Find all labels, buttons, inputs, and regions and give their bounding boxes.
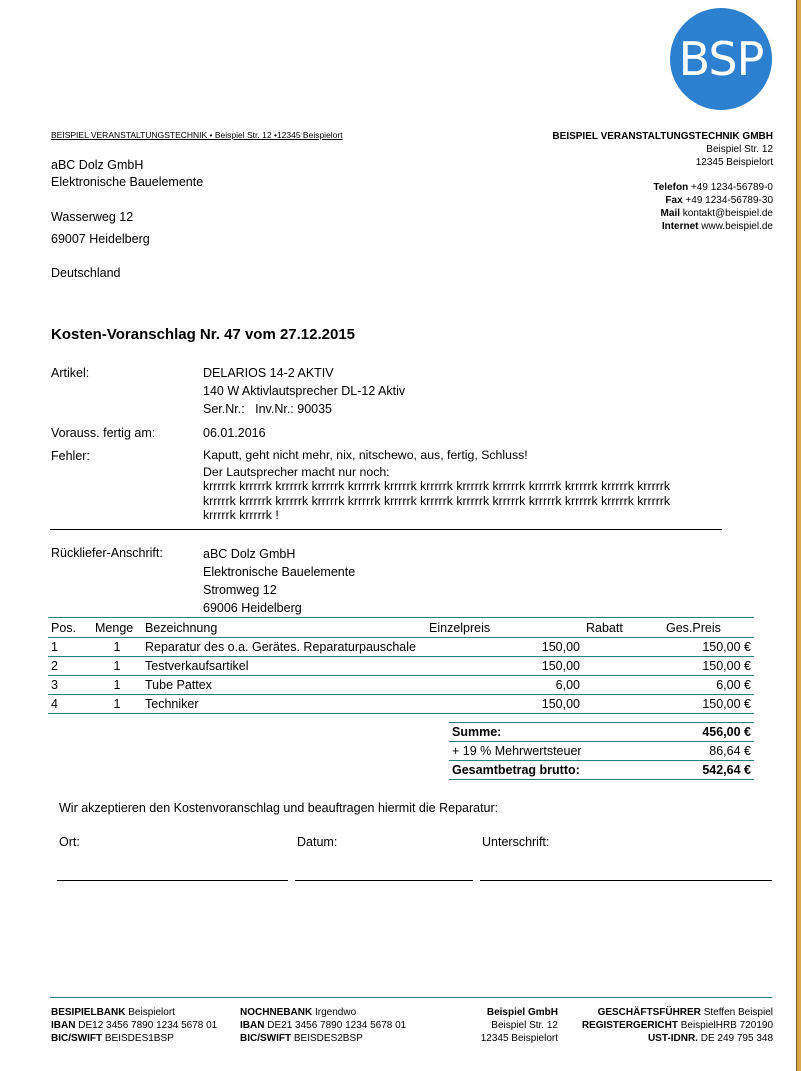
- fault-line-1: Kaputt, geht nicht mehr, nix, nitschewo, aus, fertig, Schluss!: [203, 448, 528, 462]
- return-line-1: aBC Dolz GmbH: [203, 547, 296, 561]
- fault-line-2: Der Lautsprecher macht nur noch:: [203, 464, 390, 479]
- items-table: [48, 617, 754, 714]
- ready-value: 06.01.2016: [203, 426, 266, 440]
- bank2-bic-label: BIC/SWIFT: [240, 1033, 292, 1044]
- bank1-bic-label: BIC/SWIFT: [51, 1033, 103, 1044]
- bank2-iban: DE21 3456 7890 1234 5678 01: [267, 1020, 407, 1031]
- col-pos: Pos.: [51, 620, 77, 635]
- sender-line: BEISPIEL VERANSTALTUNGSTECHNIK • Beispiel Str. 12 •12345 Beispielort: [51, 130, 343, 140]
- fault-line-5: krrrrrk krrrrrk !: [203, 508, 279, 522]
- footer-bank-2: [240, 1006, 406, 1045]
- vat-id-value: DE 249 795 348: [700, 1033, 773, 1044]
- recipient-street: Wasserweg 12: [51, 210, 134, 224]
- cell-desc: Testverkaufsartikel: [145, 659, 249, 673]
- company-street: Beispiel Str. 12: [706, 144, 773, 155]
- vat-value: 86,64 €: [709, 744, 751, 758]
- register-label: REGISTERGERICHT: [581, 1020, 678, 1031]
- mail-value: kontakt@beispiel.de: [682, 208, 773, 219]
- fault-line-3: krrrrrk krrrrrk krrrrrk krrrrrk krrrrrk krrrrrk krrrrrk krrrrrk krrrrrk krrrrrk krrrrrk krrrrrk krrrrrk: [203, 479, 671, 493]
- col-desc: Bezeichnung: [145, 620, 218, 635]
- return-line-4: 69006 Heidelberg: [203, 601, 302, 615]
- table-row: [48, 676, 754, 695]
- cell-pos: 2: [51, 659, 58, 673]
- return-line-2: Elektronische Bauelemente: [203, 565, 356, 579]
- cell-unit-price: 150,00: [541, 659, 580, 673]
- web-label: Internet: [661, 221, 699, 232]
- col-unit-price: Einzelpreis: [429, 620, 491, 635]
- recipient-city: 69007 Heidelberg: [51, 232, 150, 246]
- bank1-name: BESIPIELBANK: [51, 1007, 126, 1018]
- total-row: [449, 761, 754, 780]
- cell-total: 150,00 €: [702, 640, 751, 654]
- date-label: Datum:: [297, 835, 338, 849]
- bank2-place: Irgendwo: [315, 1007, 357, 1018]
- article-line-3: Ser.Nr.: Inv.Nr.: 90035: [203, 402, 332, 416]
- company-block: [552, 130, 773, 169]
- recipient-name: aBC Dolz GmbH: [51, 158, 144, 172]
- bank1-place: Beispielort: [128, 1007, 175, 1018]
- total-value: 542,64 €: [702, 763, 751, 777]
- cell-pos: 3: [51, 678, 58, 692]
- bank1-bic: BEISDES1BSP: [104, 1033, 174, 1044]
- bank1-iban-label: IBAN: [51, 1020, 76, 1031]
- footer-legal: [582, 1006, 773, 1045]
- footer-street: Beispiel Str. 12: [491, 1020, 558, 1031]
- cell-total: 150,00 €: [702, 659, 751, 673]
- vat-id-label: UST-IDNR.: [647, 1033, 698, 1044]
- ceo-label: GESCHÄFTSFÜHRER: [597, 1007, 701, 1018]
- cell-unit-price: 150,00: [541, 697, 580, 711]
- total-label: Gesamtbetrag brutto:: [452, 763, 580, 777]
- phone-label: Telefon: [653, 182, 689, 193]
- bank2-iban-label: IBAN: [240, 1020, 265, 1031]
- fault-label: Fehler:: [51, 449, 90, 463]
- contact-block: [653, 181, 773, 233]
- window-border: [797, 0, 801, 1071]
- cell-qty: 1: [113, 659, 121, 673]
- cell-pos: 4: [51, 697, 58, 711]
- article-details: [203, 365, 405, 418]
- bank2-name: NOCHNEBANK: [240, 1007, 313, 1018]
- footer-divider: [50, 997, 772, 998]
- col-qty: Menge: [95, 620, 134, 635]
- footer-address: [481, 1006, 558, 1045]
- cell-qty: 1: [113, 640, 121, 654]
- cell-total: 6,00 €: [716, 678, 751, 692]
- cell-unit-price: 150,00: [541, 640, 580, 654]
- ready-label: Vorauss. fertig am:: [51, 426, 156, 440]
- cell-desc: Tube Pattex: [145, 678, 212, 692]
- cell-pos: 1: [51, 640, 58, 654]
- cell-discount: [583, 638, 663, 657]
- table-header-row: [48, 618, 754, 638]
- article-label: Artikel:: [51, 366, 90, 380]
- sum-label: Summe:: [452, 725, 502, 739]
- logo-text: BSP: [678, 32, 764, 86]
- acceptance-text: Wir akzeptieren den Kostenvoranschlag und beauftragen hiermit die Reparatur:: [59, 801, 499, 815]
- table-row: [48, 638, 754, 657]
- cell-qty: 1: [113, 697, 121, 711]
- company-city: 12345 Beispielort: [695, 157, 773, 168]
- sum-value: 456,00 €: [702, 725, 751, 739]
- company-name: BEISPIEL VERANSTALTUNGSTECHNIK GMBH: [552, 131, 773, 142]
- article-line-1: DELARIOS 14-2 AKTIV: [203, 366, 334, 380]
- ceo-value: Steffen Beispiel: [703, 1007, 773, 1018]
- fault-details: [203, 448, 670, 523]
- return-address: [203, 545, 355, 617]
- section-divider: [50, 529, 722, 530]
- place-label: Ort:: [59, 835, 80, 849]
- table-row: [48, 657, 754, 676]
- fax-label: Fax: [665, 195, 683, 206]
- vat-row: [449, 742, 754, 761]
- document-title: Kosten-Voranschlag Nr. 47 vom 27.12.2015: [51, 326, 356, 343]
- cell-qty: 1: [113, 678, 121, 692]
- return-line-3: Stromweg 12: [203, 583, 277, 597]
- recipient-country: Deutschland: [51, 266, 121, 280]
- cell-total: 150,00 €: [702, 697, 751, 711]
- cell-discount: [583, 657, 663, 676]
- cell-desc: Techniker: [145, 697, 199, 711]
- col-discount: Rabatt: [586, 620, 623, 635]
- bank1-iban: DE12 3456 7890 1234 5678 01: [78, 1020, 218, 1031]
- footer-city: 12345 Beispielort: [480, 1033, 558, 1044]
- article-line-2: 140 W Aktivlautsprecher DL-12 Aktiv: [203, 384, 406, 398]
- register-value: BeispielHRB 720190: [680, 1020, 773, 1031]
- company-logo: [670, 8, 772, 110]
- cell-discount: [583, 695, 663, 714]
- recipient-dept: Elektronische Bauelemente: [51, 175, 204, 189]
- web-value: www.beispiel.de: [701, 221, 773, 232]
- return-label: Rückliefer-Anschrift:: [51, 546, 163, 560]
- cell-desc: Reparatur des o.a. Gerätes. Reparaturpauschale: [145, 640, 416, 654]
- fault-line-4: krrrrrk krrrrrk krrrrrk krrrrrk krrrrrk krrrrrk krrrrrk krrrrrk krrrrrk krrrrrk krrrrrk krrrrrk krrrrrk: [203, 493, 671, 508]
- mail-label: Mail: [660, 208, 680, 219]
- sum-row: [449, 723, 754, 742]
- fax-value: +49 1234-56789-30: [685, 195, 773, 206]
- cell-unit-price: 6,00: [555, 678, 580, 692]
- signature-label: Unterschrift:: [482, 835, 550, 849]
- col-total: Ges.Preis: [666, 620, 721, 635]
- place-signature-line[interactable]: [57, 880, 288, 881]
- signature-line[interactable]: [480, 880, 772, 881]
- phone-value: +49 1234-56789-0: [690, 182, 773, 193]
- footer-company-name: Beispiel GmbH: [486, 1007, 558, 1018]
- vat-label: + 19 % Mehrwertsteuer: [452, 744, 582, 758]
- bank2-bic: BEISDES2BSP: [293, 1033, 363, 1044]
- date-signature-line[interactable]: [295, 880, 473, 881]
- footer-bank-1: [51, 1006, 217, 1045]
- cell-discount: [583, 676, 663, 695]
- table-row: [48, 695, 754, 714]
- totals-table: [449, 722, 754, 780]
